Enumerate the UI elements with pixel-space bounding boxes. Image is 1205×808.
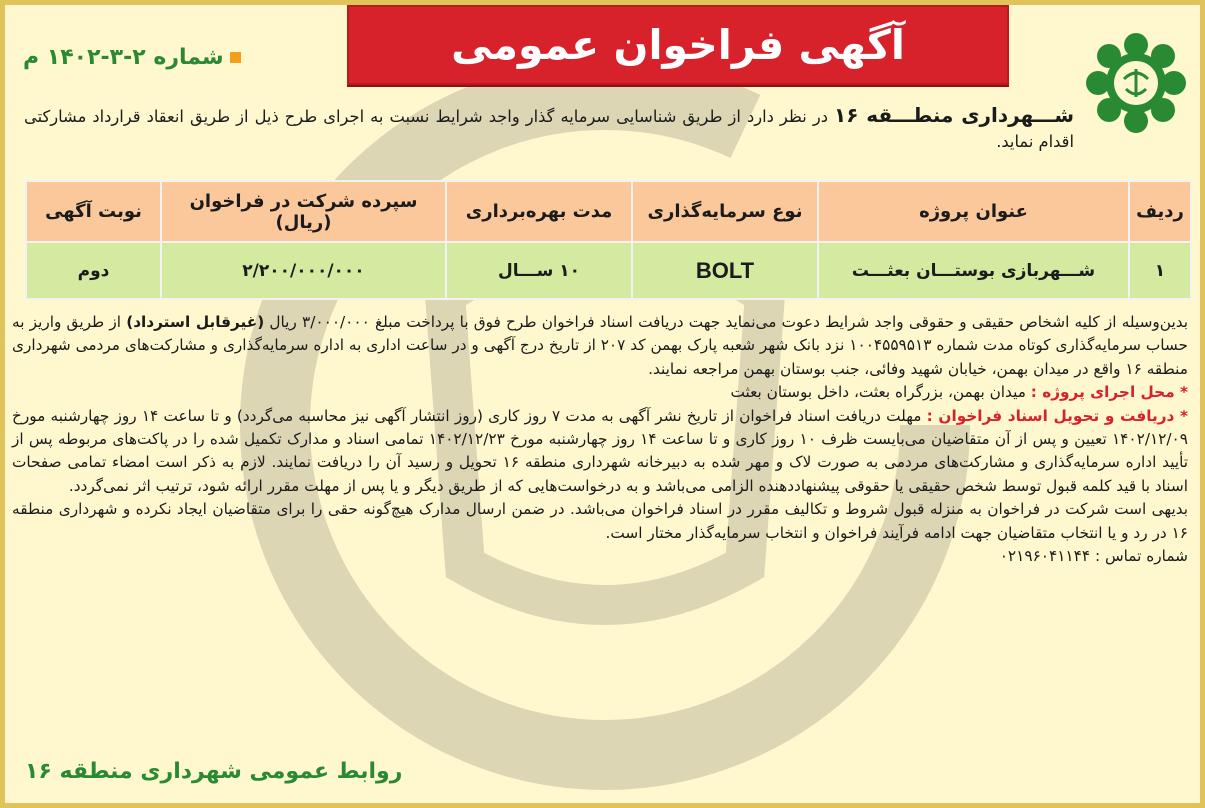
body-paragraph-invitation: [12, 311, 1188, 381]
delivery-label: * دریافت و تحویل اسناد فراخوان :: [926, 406, 1188, 425]
body-paragraph-delivery: [12, 405, 1188, 499]
cell-deposit: ۲/۲۰۰/۰۰۰/۰۰۰: [161, 242, 446, 299]
header-project-title: عنوان پروژه: [818, 181, 1129, 242]
intro-lead: شـــهرداری منطـــقه ۱۶: [834, 103, 1074, 127]
announcement-body: [12, 311, 1188, 568]
header-deposit: سپرده شرکت در فراخوان (ریال): [161, 181, 446, 242]
header-notice-round: نوبت آگهی: [26, 181, 161, 242]
announcement-number: [23, 45, 241, 70]
tehran-municipality-logo-icon: [1082, 29, 1190, 137]
bullet-square-icon: [230, 52, 241, 63]
announcement-number-text: شماره ۲-۳-۱۴۰۲ م: [23, 45, 224, 70]
table-header-row: [26, 181, 1191, 242]
location-label: * محل اجرای پروژه :: [1030, 383, 1188, 402]
body-paragraph-terms: بدیهی است شرکت در فراخوان به منزله قبول شروط و تکالیف مقرر در اسناد فراخوان می‌باشد. در ضمن ارسال مدارک هیچ‌گونه حقی را برای متقاضیان ایجاد نکرده و شهرداری منطقه ۱۶ در رد و یا انتخاب متقاضیان جهت ادامه فرآیند فراخوان و انتخاب سرمایه‌گذار مختار است.: [12, 500, 1188, 542]
intro-text: در نظر دارد از طریق شناسایی سرمایه گذار واجد شرایط نسبت به اجرای طرح ذیل از طریق انعقاد قرارداد مشارکتی اقدام نماید.: [24, 107, 1074, 151]
projects-table: [25, 180, 1192, 300]
header-investment-type: نوع سرمایه‌گذاری: [632, 181, 818, 242]
intro-paragraph: [24, 103, 1074, 154]
delivery-text: مهلت دریافت اسناد فراخوان از تاریخ نشر آگهی به مدت ۷ روز کاری (روز انتشار آگهی نیز محاسبه می‌گردد) و تا ساعت ۱۴ روز چهارشنبه مورخ ۱۴۰۲/۱۲/۰۹ تعیین و پس از آن متقاضیان می‌بایست ظرف ۱۰ روز کاری و تا ساعت ۱۴ روز چهارشنبه مورخ ۱۴۰۲/۱۲/۲۳ تمامی اسناد و مدارک تکمیل شده را در پاکت‌های مربوطه پس از تأیید اداره سرمایه‌گذاری و مشارکت‌های مردمی به صورت لاک و مهر شده به دبیرخانه شهرداری منطقه ۱۶ تحویل و رسید آن را دریافت نمایند. لازم به ذکر است امضاء تمامی صفحات اسناد با قید کلمه قبول توسط شخص حقیقی یا حقوقی پیشنهاددهنده الزامی می‌باشد و به درخواست‌هایی که از طریق دیگر و یا پس از مهلت مقرر ارائه شود، ترتیب اثر نمی‌گردد.: [12, 406, 1188, 495]
header-row-number: ردیف: [1129, 181, 1191, 242]
signature: روابط عمومی شهرداری منطقه ۱۶: [25, 759, 403, 784]
cell-operation-period: ۱۰ ســـال: [446, 242, 632, 299]
cell-project-title: شـــهربازی بوستـــان بعثـــت: [818, 242, 1129, 299]
cell-investment-type: BOLT: [632, 242, 818, 299]
header-operation-period: مدت بهره‌برداری: [446, 181, 632, 242]
body-paragraph-location: [12, 381, 1188, 404]
contact-number: شماره تماس : ۰۲۱۹۶۰۴۱۱۴۴: [999, 547, 1188, 566]
cell-notice-round: دوم: [26, 242, 161, 299]
non-refundable-note: (غیرقابل استرداد): [126, 313, 265, 331]
invitation-text: بدین‌وسیله از کلیه اشخاص حقیقی و حقوقی واجد شرایط دعوت می‌نماید جهت دریافت اسناد فراخوان طرح فوق با پرداخت مبلغ ۳/۰۰۰/۰۰۰ ریال: [264, 313, 1188, 331]
invitation-text-rest: از طریق واریز به حساب سرمایه‌گذاری کوتاه مدت شماره ۱۰۰۴۵۵۹۵۱۳ نزد بانک شهر شعبه پارک بهمن کد ۲۰۷ از تاریخ درج آگهی و در ساعت اداری به اداره سرمایه‌گذاری و مشارکت‌های مردمی شهرداری منطقه ۱۶ واقع در میدان بهمن، خیابان شهید وفائی، جنب بوستان بهمن مراجعه نمایند.: [12, 313, 1188, 378]
page-title: آگهی فراخوان عمومی: [347, 5, 1009, 85]
table-row: [26, 242, 1191, 299]
location-text: میدان بهمن، بزرگراه بعثت، داخل بوستان بعثت: [730, 383, 1031, 402]
cell-row-number: ۱: [1129, 242, 1191, 299]
